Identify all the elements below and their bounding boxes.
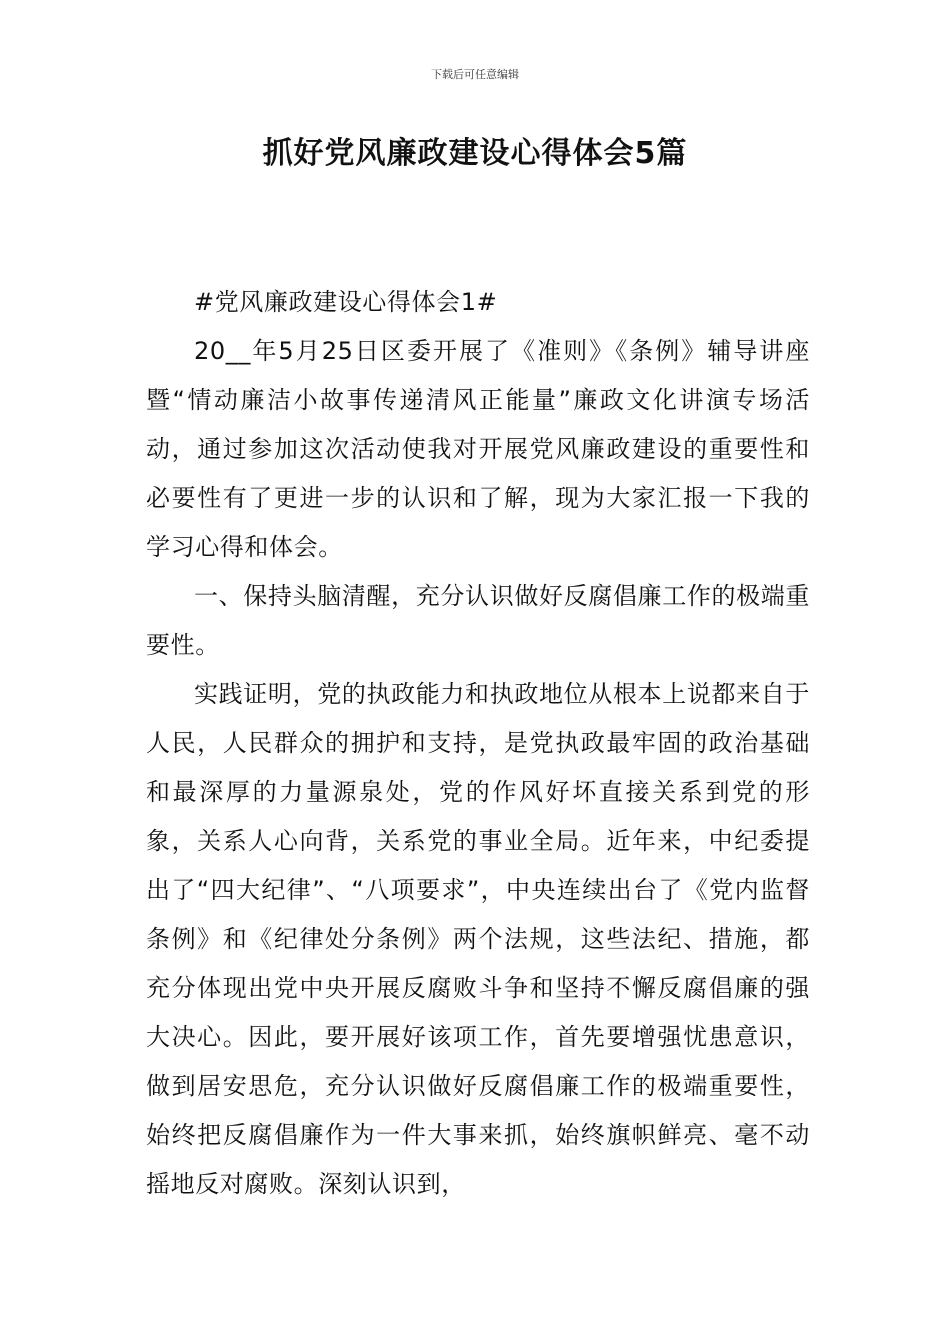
- document-title: 抓好党风廉政建设心得体会5篇: [262, 136, 688, 171]
- header-note: 下载后可任意编辑: [431, 68, 519, 81]
- paragraph-practice: 实践证明，党的执政能力和执政地位从根本上说都来自于人民，人民群众的拥护和支持，是党执政最牢固的政治基础和最深厚的力量源泉处，党的作风好坏直接关系到党的形象，关系人心向背，关系党的事业全局。近年来，中纪委提出了“四大纪律”、“八项要求”，中央连续出台了《党内监督条例》和《纪律处分条例》两个法规，这些法纪、措施，都充分体现出党中央开展反腐败斗争和坚持不懈反腐倡廉的强大决心。因此，要开展好该项工作，首先要增强忧患意识，做到居安思危，充分认识做好反腐倡廉工作的极端重要性，始终把反腐倡廉作为一件大事来抓，始终旗帜鲜亮、毫不动摇地反对腐败。深刻认识到，: [146, 680, 810, 1198]
- section-heading: #党风廉政建设心得体会1#: [194, 288, 498, 316]
- paragraph-intro: 20__年5月25日区委开展了《准则》《条例》辅导讲座暨“情动廉洁小故事传递清风正能量”廉政文化讲演专场活动，通过参加这次活动使我对开展党风廉政建设的重要性和必要性有了更进一步的认识和了解，现为大家汇报一下我的学习心得和体会。: [146, 337, 810, 561]
- document-body: [146, 278, 810, 1209]
- paragraph-point-one: 一、保持头脑清醒，充分认识做好反腐倡廉工作的极端重要性。: [146, 582, 810, 659]
